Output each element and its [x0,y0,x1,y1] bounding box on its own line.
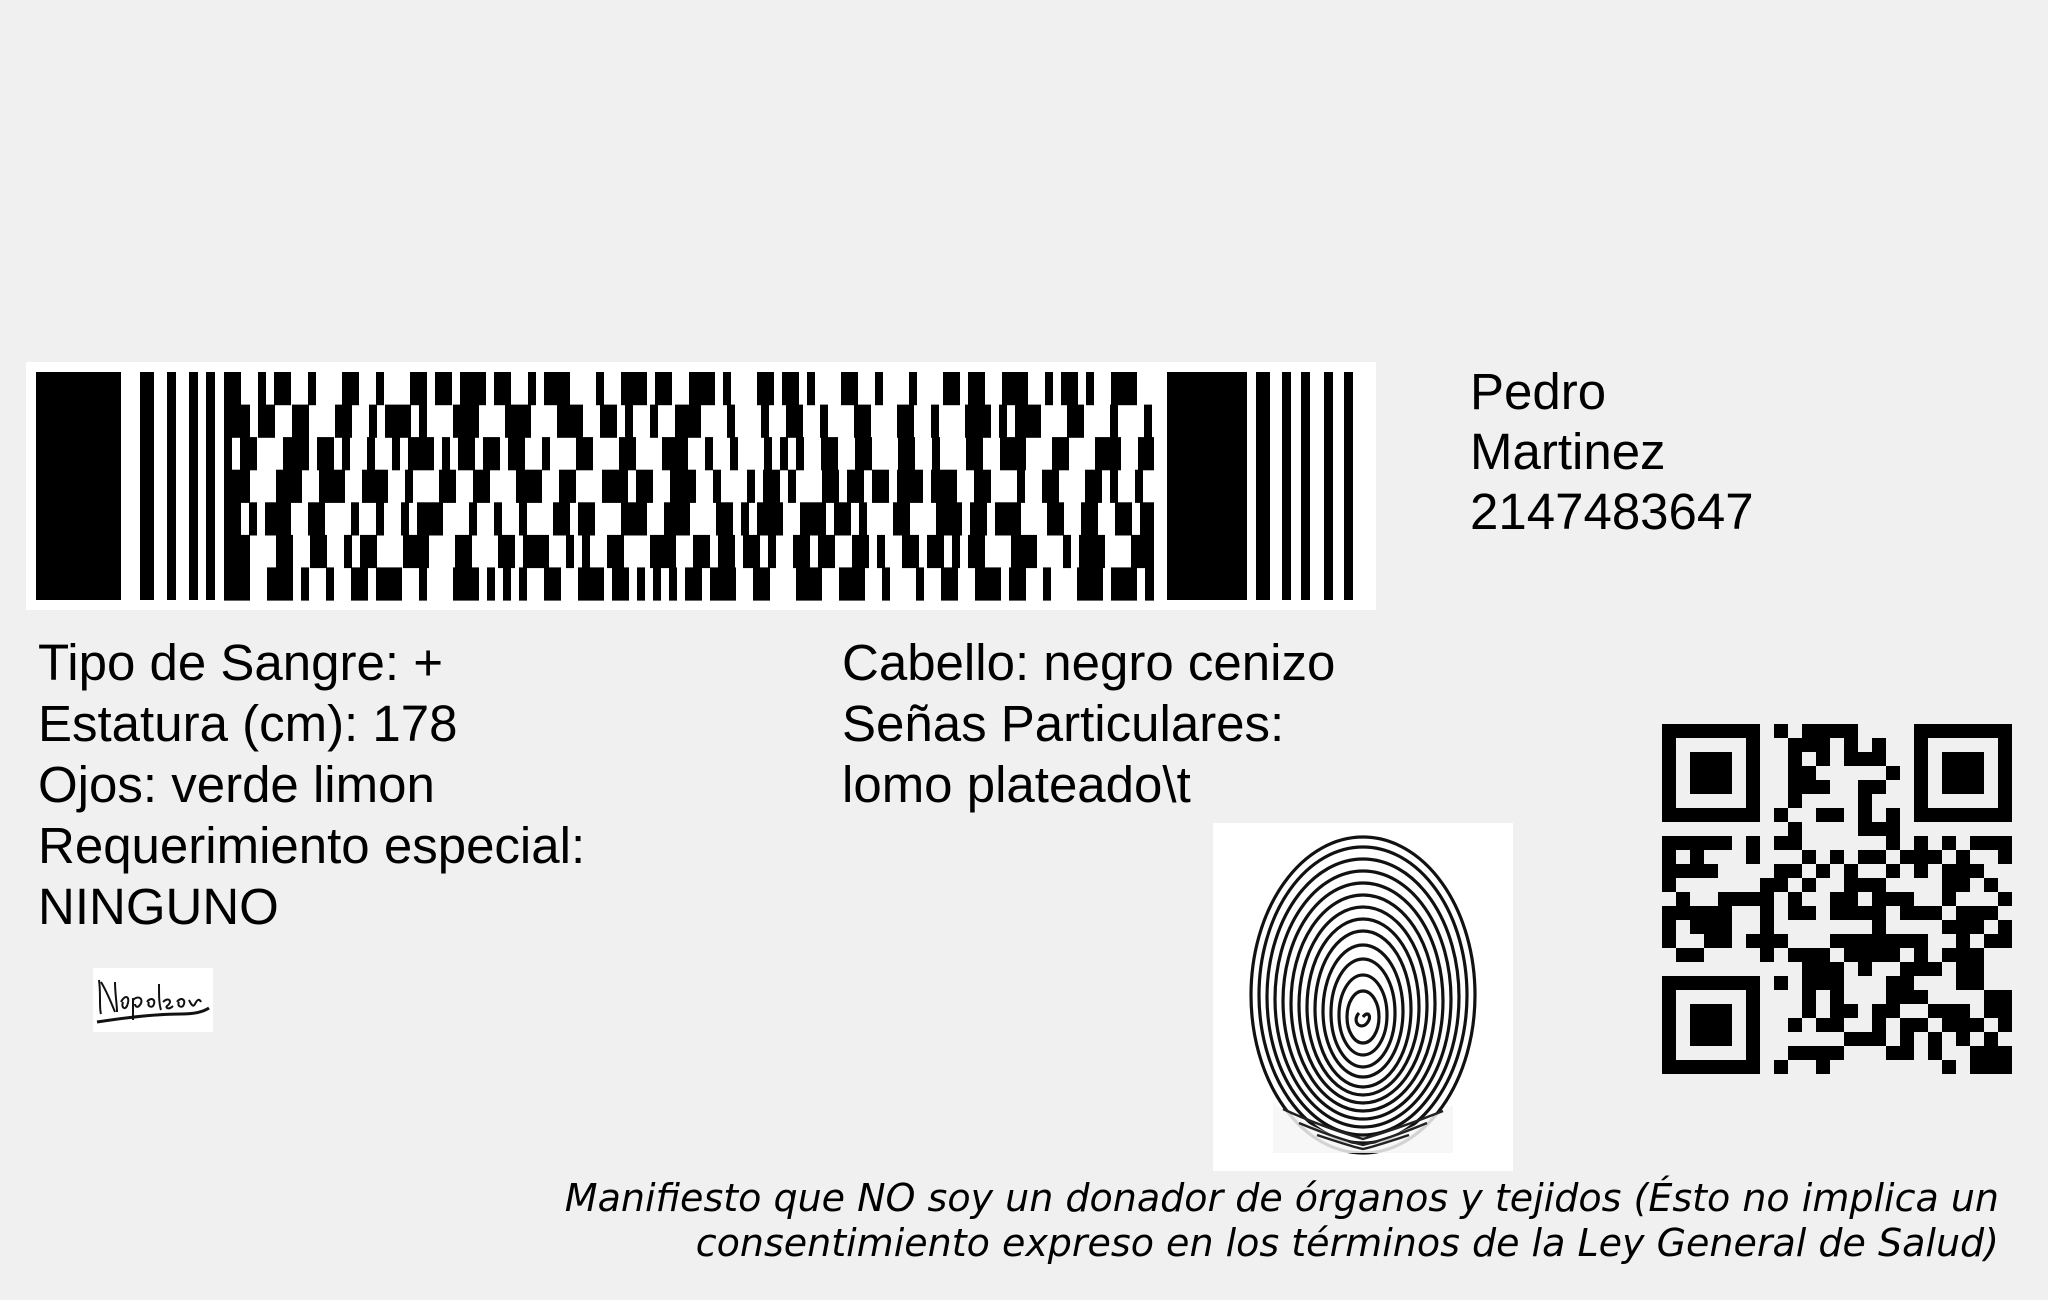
hair-value: negro cenizo [1043,634,1336,691]
disclaimer-line-1: Manifiesto que NO soy un donador de órganos y tejidos (Ésto no implica un [564,1176,1999,1220]
height-row [38,693,585,754]
fingerprint-icon [1213,823,1513,1171]
blood-type-label: Tipo de Sangre: [38,634,400,691]
pdf417-barcode-icon [26,362,1376,610]
organ-donor-disclaimer [399,1176,1999,1266]
eyes-value: verde limon [171,756,435,813]
marks-label: Señas Particulares: [842,695,1285,752]
special-requirement-label: Requerimiento especial: [38,817,586,874]
blood-type-value: + [413,634,443,691]
personal-details-left [38,632,585,937]
disclaimer-line-2: consentimiento expreso en los términos de la Ley General de Salud) [695,1221,1999,1265]
personal-details-right [842,632,1335,815]
height-value: 178 [372,695,458,752]
signature-icon [93,968,213,1032]
hair-row [842,632,1335,693]
special-requirement-value: NINGUNO [38,878,279,935]
owner-id-number: 2147483647 [1470,483,1754,540]
height-label: Estatura (cm): [38,695,359,752]
eyes-label: Ojos: [38,756,158,813]
owner-block [1470,362,1754,542]
owner-first-name: Pedro [1470,363,1607,420]
eyes-row [38,754,585,815]
hair-label: Cabello: [842,634,1030,691]
owner-last-name: Martinez [1470,423,1666,480]
blood-type-row [38,632,585,693]
marks-value: lomo plateado\t [842,756,1191,813]
qr-code-icon [1662,724,2012,1074]
